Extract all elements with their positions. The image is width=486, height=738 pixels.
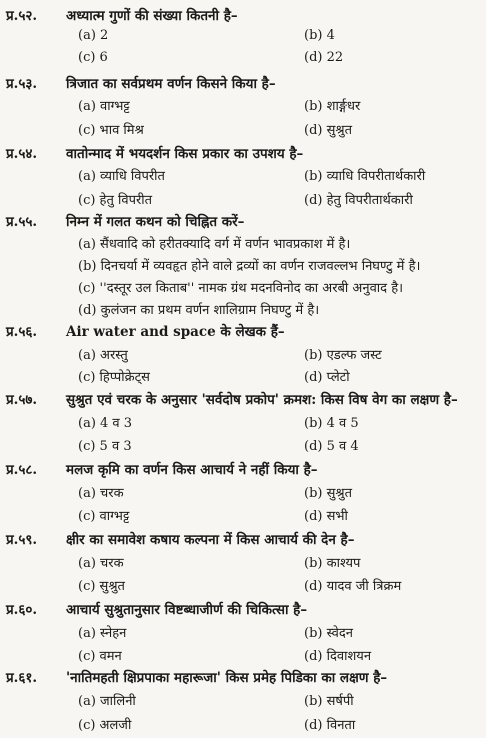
question-number: प्र.५८. xyxy=(6,462,38,478)
answer-option: (b) दिनचर्या में व्यवहृत होने वाले द्रव्यों का वर्णन राजवल्लभ निघण्टु में है। xyxy=(78,259,421,274)
question-number: प्र.५५. xyxy=(6,214,38,230)
answer-option: (a) सैंधवादि को हरीतक्यादि वर्ग में वर्णन भावप्रकाश में है। xyxy=(78,237,351,252)
answer-option: (a) जालिनी xyxy=(78,694,136,709)
answer-option: (b) स्वेदन xyxy=(304,626,354,641)
answer-option: (b) 4 xyxy=(304,28,335,43)
answer-option: (c) ''दस्तूर उल किताब'' नामक ग्रंथ मदनविनोद का अरबी अनुवाद है। xyxy=(78,281,404,296)
question-text: 'नातिमहती क्षिप्रपाका महारूजा' किस प्रमेह पिडिका का लक्षण है– xyxy=(66,670,388,686)
answer-option: (a) 2 xyxy=(78,28,109,43)
question-text: Air water and space के लेखक हैं– xyxy=(66,324,285,340)
question-text: निम्न में गलत कथन को चिह्नित करें– xyxy=(66,214,245,230)
answer-option: (a) स्नेहन xyxy=(78,626,127,641)
answer-option: (c) भाव मिश्र xyxy=(78,123,144,138)
answer-option: (c) अलजी xyxy=(78,718,132,733)
answer-option: (d) 5 व 4 xyxy=(304,439,359,454)
answer-option: (c) 5 व 3 xyxy=(78,439,132,454)
question-number: प्र.५७. xyxy=(6,392,38,408)
answer-option: (d) विनता xyxy=(304,718,356,733)
answer-option: (c) हिप्पोक्रेट्स xyxy=(78,370,150,385)
answer-option: (b) शार्ङ्गधर xyxy=(304,99,361,114)
answer-option: (b) एडल्फ जस्ट xyxy=(304,348,382,363)
answer-option: (b) काश्यप xyxy=(304,556,361,571)
answer-option: (a) अरस्तु xyxy=(78,348,128,363)
question-text: क्षीर का समावेश कषाय कल्पना में किस आचार्य की देन है– xyxy=(66,532,355,548)
question-text: अध्यात्म गुणों की संख्या कितनी है– xyxy=(66,8,238,24)
question-number: प्र.६०. xyxy=(6,602,38,618)
question-text: आचार्य सुश्रुतानुसार विष्टब्धाजीर्ण की चिकित्सा है– xyxy=(66,602,308,618)
question-number: प्र.५६. xyxy=(6,324,38,340)
answer-option: (a) व्याधि विपरीत xyxy=(78,169,165,184)
answer-option: (c) वमन xyxy=(78,649,122,664)
question-text: त्रिजात का सर्वप्रथम वर्णन किसने किया है– xyxy=(66,76,276,92)
question-number: प्र.५४. xyxy=(6,146,38,162)
question-number: प्र.५२. xyxy=(6,8,38,24)
answer-option: (d) 22 xyxy=(304,50,344,65)
answer-option: (c) 6 xyxy=(78,50,108,65)
answer-option: (d) कुलंजन का प्रथम वर्णन शालिग्राम निघण्टु में है। xyxy=(78,303,320,318)
answer-option: (d) सभी xyxy=(304,509,348,524)
answer-option: (a) वाग्भट्ट xyxy=(78,99,130,114)
answer-option: (c) सुश्रुत xyxy=(78,579,125,594)
answer-option: (a) चरक xyxy=(78,556,124,571)
answer-option: (a) चरक xyxy=(78,486,124,501)
question-text: सुश्रुत एवं चरक के अनुसार 'सर्वदोष प्रकोप' क्रमश: किस विष वेग का लक्षण है– xyxy=(66,392,458,408)
answer-option: (b) सुश्रुत xyxy=(304,486,352,501)
question-number: प्र.५३. xyxy=(6,76,38,92)
answer-option: (a) 4 व 3 xyxy=(78,416,133,431)
question-number: प्र.६१. xyxy=(6,670,38,686)
answer-option: (c) हेतु विपरीत xyxy=(78,193,153,208)
question-text: मलज कृमि का वर्णन किस आचार्य ने नहीं किया है– xyxy=(66,462,318,478)
answer-option: (d) सुश्रुत xyxy=(304,123,352,138)
answer-option: (d) दिवाशयन xyxy=(304,649,372,664)
answer-option: (d) प्लेटो xyxy=(304,370,350,385)
answer-option: (b) 4 व 5 xyxy=(304,416,359,431)
answer-option: (b) व्याधि विपरीतार्थकारी xyxy=(304,169,426,184)
answer-option: (b) सर्षपी xyxy=(304,694,354,709)
answer-option: (d) हेतु विपरीतार्थकारी xyxy=(304,193,413,208)
question-number: प्र.५९. xyxy=(6,532,38,548)
question-text: वातोन्माद में भयदर्शन किस प्रकार का उपशय है– xyxy=(66,146,304,162)
answer-option: (d) यादव जी त्रिक्रम xyxy=(304,579,402,594)
answer-option: (c) वाग्भट्ट xyxy=(78,509,130,524)
